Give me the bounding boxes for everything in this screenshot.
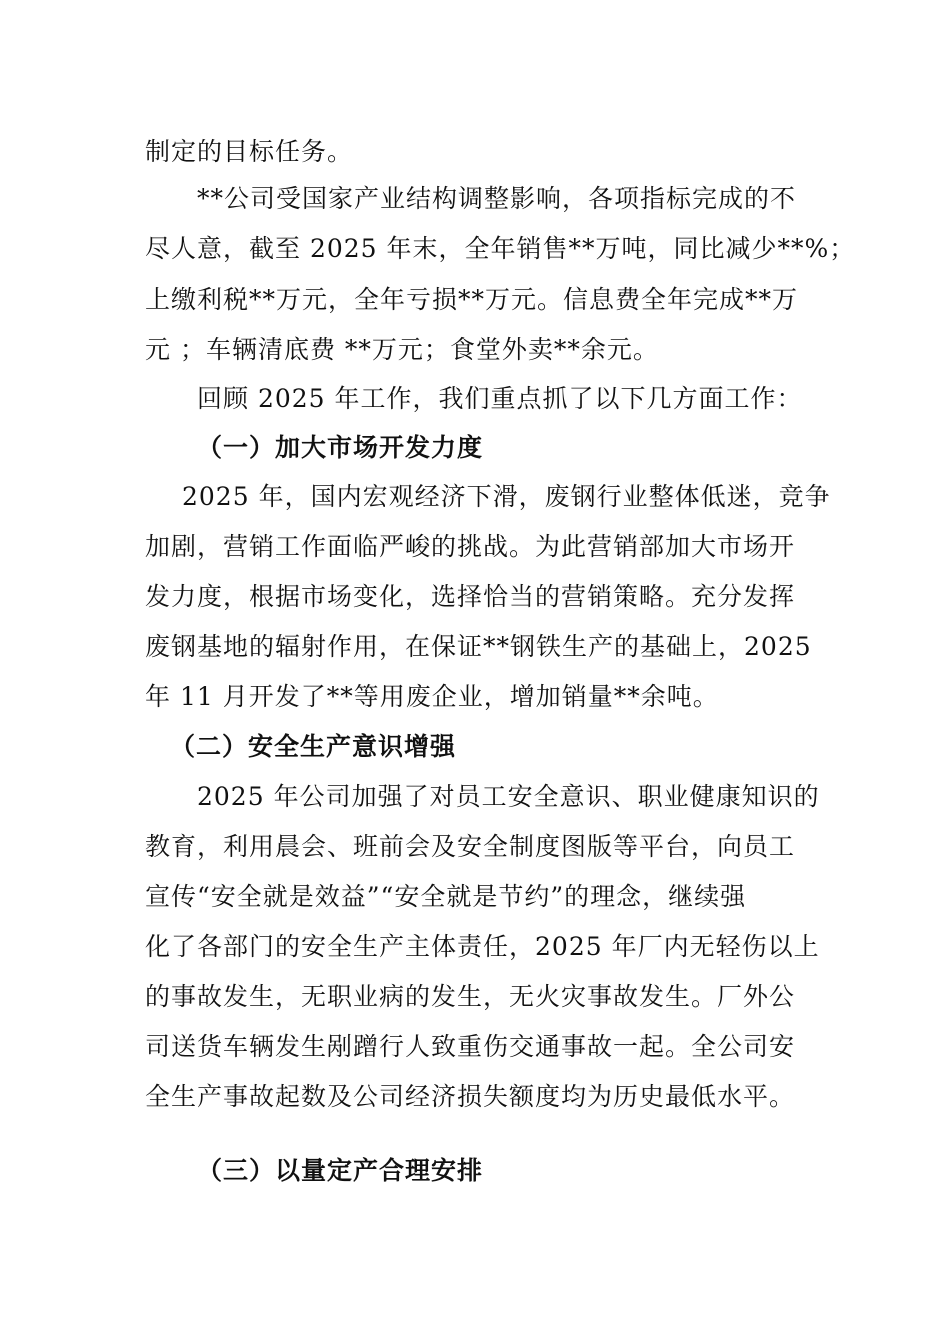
text-line: **公司受国家产业结构调整影响，各项指标完成的不 <box>197 184 797 213</box>
section-heading-2: （二）安全生产意识增强 <box>170 732 457 761</box>
text-line: 元 ；车辆清底费 **万元；食堂外卖**余元。 <box>145 335 659 364</box>
text-line: 年 11 月开发了**等用废企业，增加销量**余吨。 <box>145 682 719 711</box>
text-line: 上缴利税**万元，全年亏损**万元。信息费全年完成**万 <box>145 285 799 314</box>
text-line: 2025 年公司加强了对员工安全意识、职业健康知识的 <box>197 782 820 811</box>
text-line: 制定的目标任务。 <box>145 137 354 166</box>
section-heading-3: （三）以量定产合理安排 <box>197 1156 484 1185</box>
text-line: 废钢基地的辐射作用，在保证**钢铁生产的基础上，2025 <box>145 632 812 661</box>
text-line: 教育，利用晨会、班前会及安全制度图版等平台，向员工 <box>145 832 796 861</box>
text-line: 司送货车辆发生剐蹭行人致重伤交通事故一起。全公司安 <box>145 1032 796 1061</box>
text-line: 2025 年，国内宏观经济下滑，废钢行业整体低迷，竞争 <box>182 482 831 511</box>
text-line: 化了各部门的安全生产主体责任，2025 年厂内无轻伤以上 <box>145 932 820 961</box>
text-line: 全生产事故起数及公司经济损失额度均为历史最低水平。 <box>145 1082 796 1111</box>
text-line: 加剧，营销工作面临严峻的挑战。为此营销部加大市场开 <box>145 532 796 561</box>
text-line: 尽人意，截至 2025 年末，全年销售**万吨，同比减少**%； <box>145 234 856 263</box>
text-line: 发力度，根据市场变化，选择恰当的营销策略。充分发挥 <box>145 582 796 611</box>
text-line: 宣传“安全就是效益”“安全就是节约”的理念，继续强 <box>145 882 747 911</box>
section-heading-1: （一）加大市场开发力度 <box>197 433 484 462</box>
text-line: 回顾 2025 年工作，我们重点抓了以下几方面工作： <box>197 384 803 413</box>
text-line: 的事故发生，无职业病的发生，无火灾事故发生。厂外公 <box>145 982 796 1011</box>
